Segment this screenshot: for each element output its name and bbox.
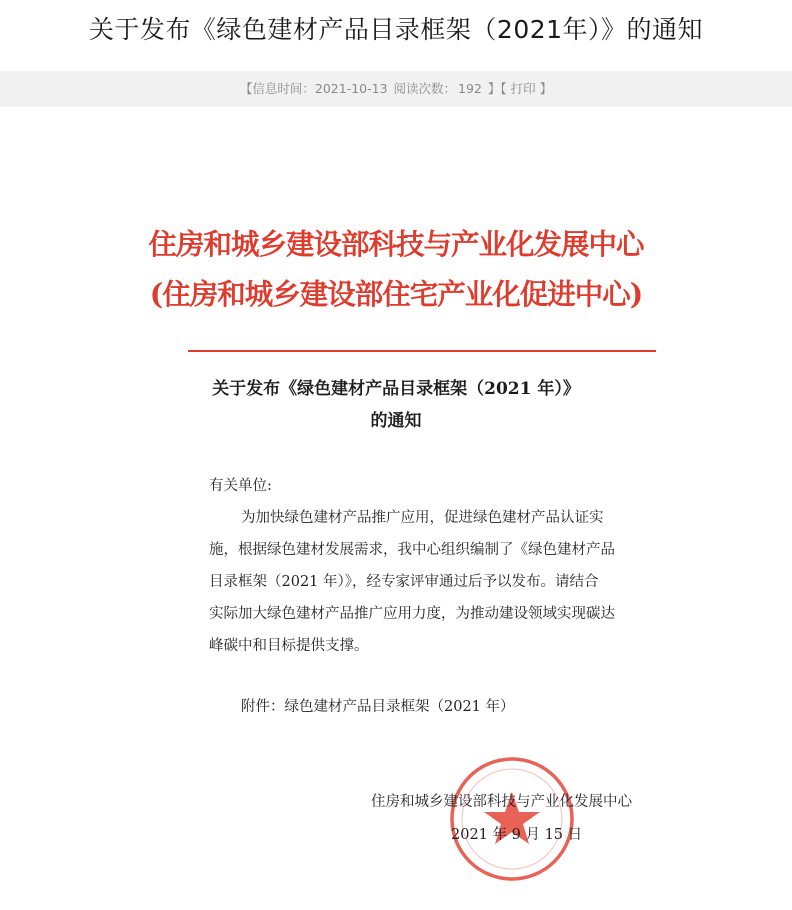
paragraph-line: 施，根据绿色建材发展需求，我中心组织编制了《绿色建材产品 [209,542,615,558]
signature-date: 2021 年 9 月 15 日 [451,827,583,843]
info-bar [0,71,792,107]
issuer-subheading: (住房和城乡建设部住宅产业化促进中心) [149,277,643,311]
paragraph-line: 为加快绿色建材产品推广应用，促进绿色建材产品认证实 [241,510,604,526]
document-image [0,107,792,910]
paragraph-line: 实际加大绿色建材产品推广应用力度，为推动建设领域实现碳达 [209,606,615,622]
salutation: 有关单位: [209,478,272,494]
paragraph-line: 峰碳中和目标提供支撑。 [209,638,369,654]
issuer-heading: 住房和城乡建设部科技与产业化发展中心 [148,227,644,261]
print-link[interactable]: 】【 打印 】 [487,81,553,96]
document-title-continued: 的通知 [370,411,422,431]
official-seal [447,754,577,884]
read-count: 192 [458,81,482,96]
page-title: 关于发布《绿色建材产品目录框架（2021年）》的通知 [88,15,704,44]
info-time: 【信息时间：2021-10-13 [239,81,388,96]
red-divider [188,350,656,352]
signature-organization: 住房和城乡建设部科技与产业化发展中心 [371,794,632,810]
paragraph-line: 目录框架（2021 年）》，经专家评审通过后予以发布。请结合 [209,574,599,590]
read-count-label: 阅读次数： [393,81,457,96]
attachment-note: 附件：绿色建材产品目录框架（2021 年） [241,699,515,715]
document-title: 关于发布《绿色建材产品目录框架（2021 年）》 [212,379,580,399]
